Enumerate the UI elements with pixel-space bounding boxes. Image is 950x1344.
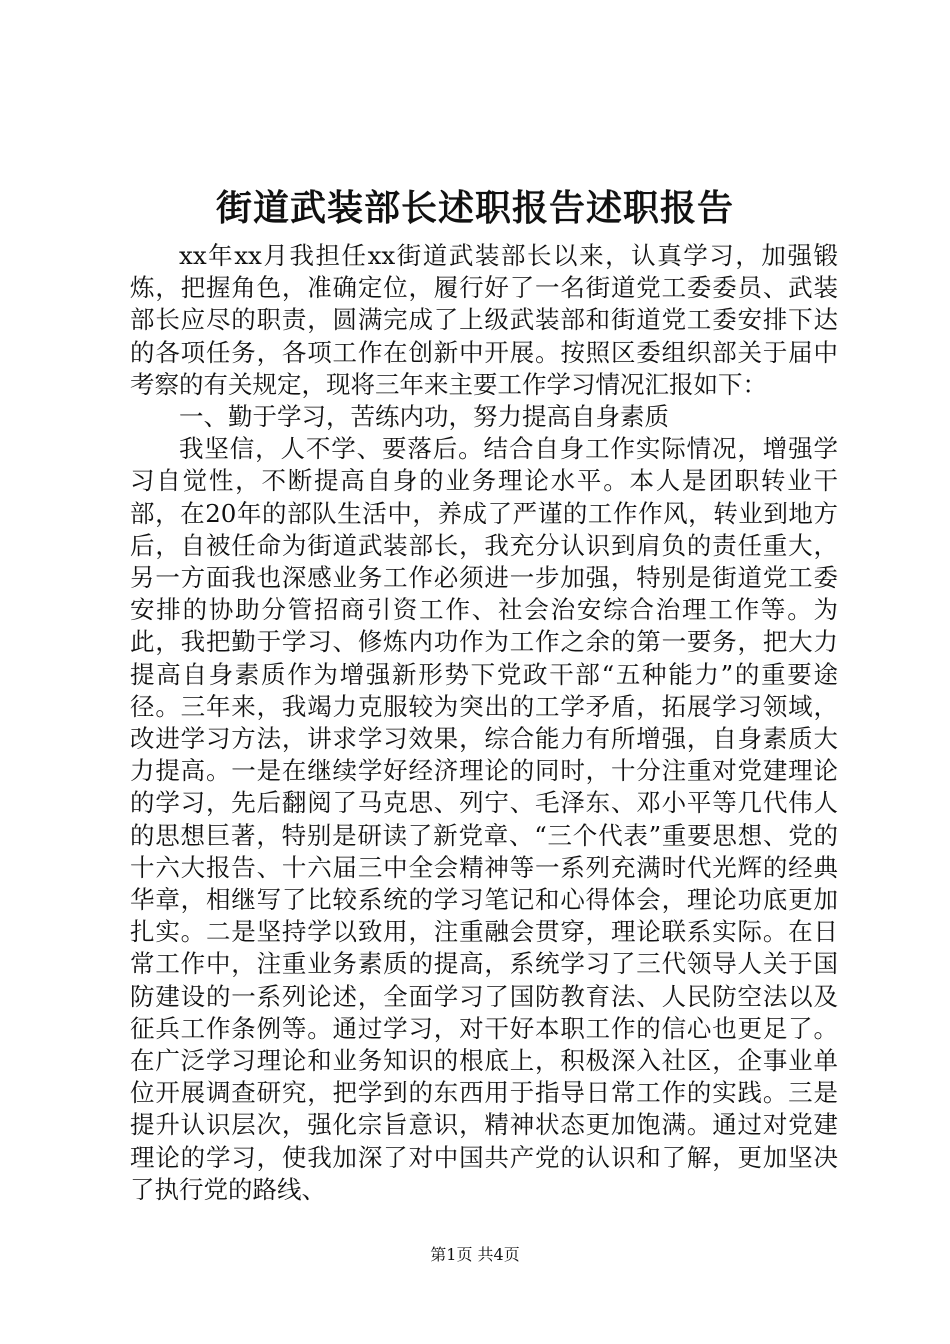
document-body (130, 240, 838, 1206)
page-title: 街道武装部长述职报告述职报告 (215, 187, 734, 229)
body-paragraph: 我坚信，人不学、要落后。结合自身工作实际情况，增强学习自觉性，不断提高自身的业务理论水平。本人是团职转业干部，在20年的部队生活中，养成了严谨的工作作风，转业到地方后，自被任命为街道武装部长，我充分认识到肩负的责任重大，另一方面我也深感业务工作必须进一步加强，特别是街道党工委安排的协助分管招商引资工作、社会治安综合治理工作等。为此，我把勤于学习、修炼内功作为工作之余的第一要务，把大力提高自身素质作为增强新形势下党政干部“五种能力”的重要途径。三年来，我竭力克服较为突出的工学矛盾，拓展学习领域，改进学习方法，讲求学习效果，综合能力有所增强，自身素质大力提高。一是在继续学好经济理论的同时，十分注重对党建理论的学习，先后翻阅了马克思、列宁、毛泽东、邓小平等几代伟人的思想巨著，特别是研读了新党章、“三个代表”重要思想、党的十六大报告、十六届三中全会精神等一系列充满时代光辉的经典华章，相继写了比较系统的学习笔记和心得体会，理论功底更加扎实。二是坚持学以致用，注重融会贯穿，理论联系实际。在日常工作中，注重业务素质的提高，系统学习了三代领导人关于国防建设的一系列论述，全面学习了国防教育法、人民防空法以及征兵工作条例等。通过学习，对干好本职工作的信心也更足了。在广泛学习理论和业务知识的根底上，积极深入社区，企事业单位开展调查研究，把学到的东西用于指导日常工作的实践。三是提升认识层次，强化宗旨意识，精神状态更加饱满。通过对党建理论的学习，使我加深了对中国共产党的认识和了解，更加坚决了执行党的路线、 (130, 434, 838, 1204)
section-heading: 一、勤于学习，苦练内功，努力提高自身素质 (179, 402, 669, 432)
page-footer: 第1页 共4页 (430, 1245, 520, 1264)
intro-paragraph: xx年xx月我担任xx街道武装部长以来，认真学习，加强锻炼，把握角色，准确定位，履行好了一名街道党工委委员、武装部长应尽的职责，圆满完成了上级武装部和街道党工委安排下达的各项任务，各项工作在创新中开展。按照区委组织部关于届中考察的有关规定，现将三年来主要工作学习情况汇报如下： (130, 241, 838, 399)
